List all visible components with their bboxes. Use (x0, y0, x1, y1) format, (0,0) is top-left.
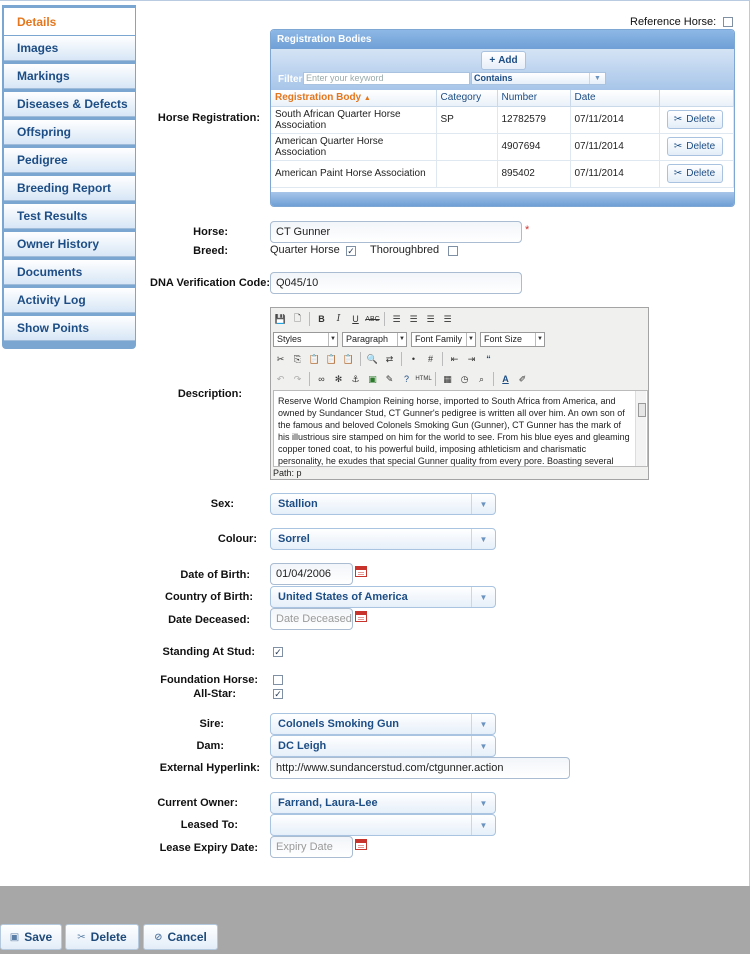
chevron-down-icon: ▼ (471, 793, 495, 813)
scissors-icon: ✂ (673, 141, 683, 152)
sire-select[interactable]: Colonels Smoking Gun ▼ (270, 713, 496, 735)
find-icon[interactable]: 🔍 (366, 353, 379, 364)
col-actions (659, 90, 734, 106)
chevron-down-icon: ▼ (466, 333, 475, 346)
sire-label: Sire: (199, 718, 224, 730)
chevron-down-icon: ▼ (589, 73, 605, 84)
calendar-icon[interactable] (355, 566, 367, 577)
sex-label: Sex: (210, 498, 234, 510)
all-star-label: All-Star: (193, 688, 236, 700)
bold-icon[interactable]: B (318, 314, 325, 324)
all-star-checkbox[interactable]: ✓ (274, 689, 282, 699)
undo-icon[interactable]: ↶ (276, 373, 285, 384)
anchor-icon[interactable]: ⚓ (351, 373, 360, 384)
foundation-horse-checkbox[interactable] (273, 675, 283, 685)
description-rich-text-editor (270, 307, 649, 480)
tab-diseases-defects[interactable]: Diseases & Defects (4, 92, 135, 117)
save-icon[interactable]: 💾 (274, 313, 287, 324)
cell-date: 07/11/2014 (570, 160, 659, 187)
insert-date-icon[interactable]: ▦ (443, 373, 452, 384)
delete-row-button[interactable]: ✂ Delete (667, 137, 723, 156)
save-icon: ▣ (9, 931, 20, 943)
align-left-icon[interactable]: ☰ (392, 313, 401, 324)
tab-offspring[interactable]: Offspring (4, 120, 135, 145)
filter-mode-value: Contains (474, 73, 513, 83)
paste-word-icon[interactable]: 📋 (342, 353, 355, 364)
chevron-down-icon: ▼ (471, 529, 495, 549)
paragraph-select[interactable]: Paragraph ▼ (342, 332, 407, 347)
lease-expiry-input[interactable]: Expiry Date (270, 836, 353, 858)
colour-select[interactable]: Sorrel ▼ (270, 528, 496, 550)
dam-select[interactable]: DC Leigh ▼ (270, 735, 496, 757)
filter-label: Filter (278, 74, 303, 85)
date-deceased-input[interactable]: Date Deceased (270, 608, 353, 630)
help-icon[interactable]: ? (403, 374, 409, 384)
horse-name-input[interactable]: CT Gunner (270, 221, 522, 243)
chevron-down-icon: ▼ (471, 587, 495, 607)
tab-details[interactable]: Details (4, 8, 135, 35)
col-category[interactable]: Category (436, 90, 497, 106)
registration-bodies-grid (270, 29, 735, 207)
image-icon[interactable]: ▣ (368, 373, 377, 384)
chevron-down-icon: ▼ (471, 736, 495, 756)
strikethrough-icon[interactable]: ABC (365, 315, 380, 323)
description-textarea[interactable]: Reserve World Champion Reining horse, imported to South Africa from America, and owned by Sundancer Stud, CT Gunner's pedigree is written all over him. An own son of the famous and beloved Colonels Smoking Gun (Gunner), CT Gunner has the mark of his illustrious sire stamped on him for the world to see. From his blue eyes and gleaming copper toned coat, to his powerful build, imposing athleticism and charismatic personality, he exudes that special Gunner quality from every pore. Boasting several (273, 390, 648, 467)
current-owner-label: Current Owner: (157, 797, 238, 809)
colour-label: Colour: (217, 533, 257, 545)
chevron-down-icon: ▼ (397, 333, 406, 346)
tab-breeding-report[interactable]: Breeding Report (4, 176, 135, 201)
cleanup-icon[interactable]: ✎ (385, 373, 394, 384)
align-center-icon[interactable]: ☰ (409, 313, 418, 324)
cell-category (436, 133, 497, 160)
cancel-button[interactable]: ⊘ Cancel (143, 924, 218, 950)
editor-toolbar-row-3 (273, 350, 496, 368)
scissors-icon: ✂ (77, 931, 86, 943)
chevron-down-icon: ▼ (328, 333, 337, 346)
foundation-horse-label: Foundation Horse: (160, 674, 258, 686)
date-of-birth-input[interactable]: 01/04/2006 (270, 563, 353, 585)
table-row (271, 133, 734, 160)
scissors-icon: ✂ (673, 168, 683, 179)
cancel-icon: ⊘ (154, 931, 163, 943)
chevron-down-icon: ▼ (535, 333, 544, 346)
cell-body: American Quarter Horse Association (271, 133, 436, 160)
tab-images[interactable]: Images (4, 36, 135, 61)
chevron-down-icon: ▼ (471, 815, 495, 835)
cell-actions (659, 106, 734, 133)
standing-at-stud-label: Standing At Stud: (162, 646, 255, 658)
tab-activity-log[interactable]: Activity Log (4, 288, 135, 313)
paste-icon[interactable]: 📋 (308, 353, 321, 364)
delete-row-button[interactable]: ✂ Delete (667, 164, 723, 183)
table-row (271, 160, 734, 187)
tab-documents[interactable]: Documents (4, 260, 135, 285)
col-date[interactable]: Date (570, 90, 659, 106)
description-label: Description: (177, 388, 242, 400)
dna-verification-input[interactable]: Q045/10 (270, 272, 522, 294)
tab-owner-history[interactable]: Owner History (4, 232, 135, 257)
cell-actions (659, 160, 734, 187)
cut-icon[interactable]: ✂ (276, 353, 285, 364)
add-label: Add (498, 55, 518, 66)
date-of-birth-label: Date of Birth: (180, 569, 250, 581)
filter-input[interactable]: Enter your keyword (303, 72, 470, 85)
cell-category (436, 160, 497, 187)
highlight-color-icon[interactable]: ✐ (518, 373, 527, 384)
cell-number: 895402 (497, 160, 570, 187)
reference-horse-label: Reference Horse: (630, 16, 717, 28)
numbered-list-icon[interactable]: # (427, 354, 433, 364)
cell-date: 07/11/2014 (570, 106, 659, 133)
plus-icon: + (489, 55, 496, 66)
table-row (271, 106, 734, 133)
calendar-icon[interactable] (355, 611, 367, 622)
font-family-select[interactable]: Font Family ▼ (411, 332, 476, 347)
indent-icon[interactable]: ⇥ (467, 353, 476, 364)
date-deceased-label: Date Deceased: (168, 614, 250, 626)
registration-panel-title: Registration Bodies (271, 30, 734, 49)
redo-icon[interactable]: ↷ (293, 373, 302, 384)
country-of-birth-label: Country of Birth: (165, 591, 253, 603)
text-color-icon[interactable]: A (502, 374, 509, 384)
horse-registration-label: Horse Registration: (157, 112, 260, 124)
save-button[interactable]: ▣ Save (0, 924, 62, 950)
tab-markings[interactable]: Markings (4, 64, 135, 89)
calendar-icon[interactable] (355, 839, 367, 850)
registration-toolbar (271, 49, 734, 90)
link-icon[interactable]: ∞ (318, 374, 325, 384)
chevron-down-icon: ▼ (471, 494, 495, 514)
underline-icon[interactable]: U (352, 314, 359, 324)
sex-select[interactable]: Stallion ▼ (270, 493, 496, 515)
cell-number: 12782579 (497, 106, 570, 133)
tab-test-results[interactable]: Test Results (4, 204, 135, 229)
html-icon[interactable]: HTML (415, 376, 432, 382)
preview-icon[interactable]: ⌕ (478, 373, 485, 384)
breed-label: Breed: (193, 245, 228, 257)
col-number[interactable]: Number (497, 90, 570, 106)
cell-date: 07/11/2014 (570, 133, 659, 160)
editor-toolbar-row-2 (273, 330, 547, 348)
outdent-icon[interactable]: ⇤ (450, 353, 459, 364)
registration-table (271, 90, 734, 188)
align-justify-icon[interactable]: ☰ (443, 313, 452, 324)
current-owner-select[interactable]: Farrand, Laura-Lee ▼ (270, 792, 496, 814)
italic-icon[interactable]: I (336, 314, 341, 324)
country-of-birth-select[interactable]: United States of America ▼ (270, 586, 496, 608)
paste-text-icon[interactable]: 📋 (325, 353, 338, 364)
copy-icon[interactable]: ⎘ (293, 353, 302, 364)
required-marker: * (525, 224, 530, 236)
bullet-list-icon[interactable]: • (411, 354, 416, 364)
cell-body: South African Quarter Horse Association (271, 106, 436, 133)
chevron-down-icon: ▼ (471, 714, 495, 734)
tab-pedigree[interactable]: Pedigree (4, 148, 135, 173)
editor-toolbar-row-4 (273, 370, 530, 388)
add-registration-button[interactable] (481, 51, 526, 70)
editor-toolbar-row-1 (273, 310, 455, 328)
breed-option-thoroughbred-label: Thoroughbred (370, 244, 440, 256)
delete-button[interactable]: ✂ Delete (65, 924, 139, 950)
external-hyperlink-label: External Hyperlink: (159, 762, 260, 774)
lease-expiry-label: Lease Expiry Date: (159, 842, 258, 854)
scissors-icon: ✂ (673, 114, 683, 125)
standing-at-stud-checkbox[interactable]: ✓ (274, 647, 282, 657)
insert-time-icon[interactable]: ◷ (460, 373, 469, 384)
styles-select[interactable]: Styles ▼ (273, 332, 338, 347)
breed-option-quarter-horse-label: Quarter Horse (270, 244, 340, 256)
external-hyperlink-input[interactable]: http://www.sundancerstud.com/ctgunner.action (270, 757, 570, 779)
delete-row-button[interactable]: ✂ Delete (667, 110, 723, 129)
leased-to-label: Leased To: (180, 819, 238, 831)
editor-path: Path: p (273, 468, 302, 478)
new-document-icon[interactable]: 🗋 (293, 313, 302, 323)
col-registration-body[interactable]: Registration Body ▲ (271, 90, 436, 106)
reference-horse-checkbox[interactable] (723, 17, 733, 27)
cell-category: SP (436, 106, 497, 133)
cell-body: American Paint Horse Association (271, 160, 436, 187)
horse-label: Horse: (193, 226, 228, 238)
cell-actions (659, 133, 734, 160)
blockquote-icon[interactable]: “ (486, 354, 491, 364)
breed-quarter-horse-checkbox[interactable]: ✓ (347, 246, 355, 256)
dam-label: Dam: (196, 740, 224, 752)
align-right-icon[interactable]: ☰ (426, 313, 435, 324)
sort-asc-icon: ▲ (363, 95, 371, 103)
cell-number: 4907694 (497, 133, 570, 160)
tab-panel (2, 5, 136, 349)
editor-scrollbar[interactable] (635, 391, 646, 466)
dna-verification-label: DNA Verification Code: (150, 277, 270, 289)
breed-thoroughbred-checkbox[interactable] (448, 246, 458, 256)
registration-grid-footer (271, 192, 734, 206)
replace-icon[interactable]: ⇄ (385, 353, 394, 364)
filter-mode-select[interactable] (471, 72, 606, 85)
font-size-select[interactable]: Font Size ▼ (480, 332, 545, 347)
tab-show-points[interactable]: Show Points (4, 316, 135, 341)
unlink-icon[interactable]: ✻ (334, 373, 343, 384)
leased-to-select[interactable] (270, 814, 496, 836)
